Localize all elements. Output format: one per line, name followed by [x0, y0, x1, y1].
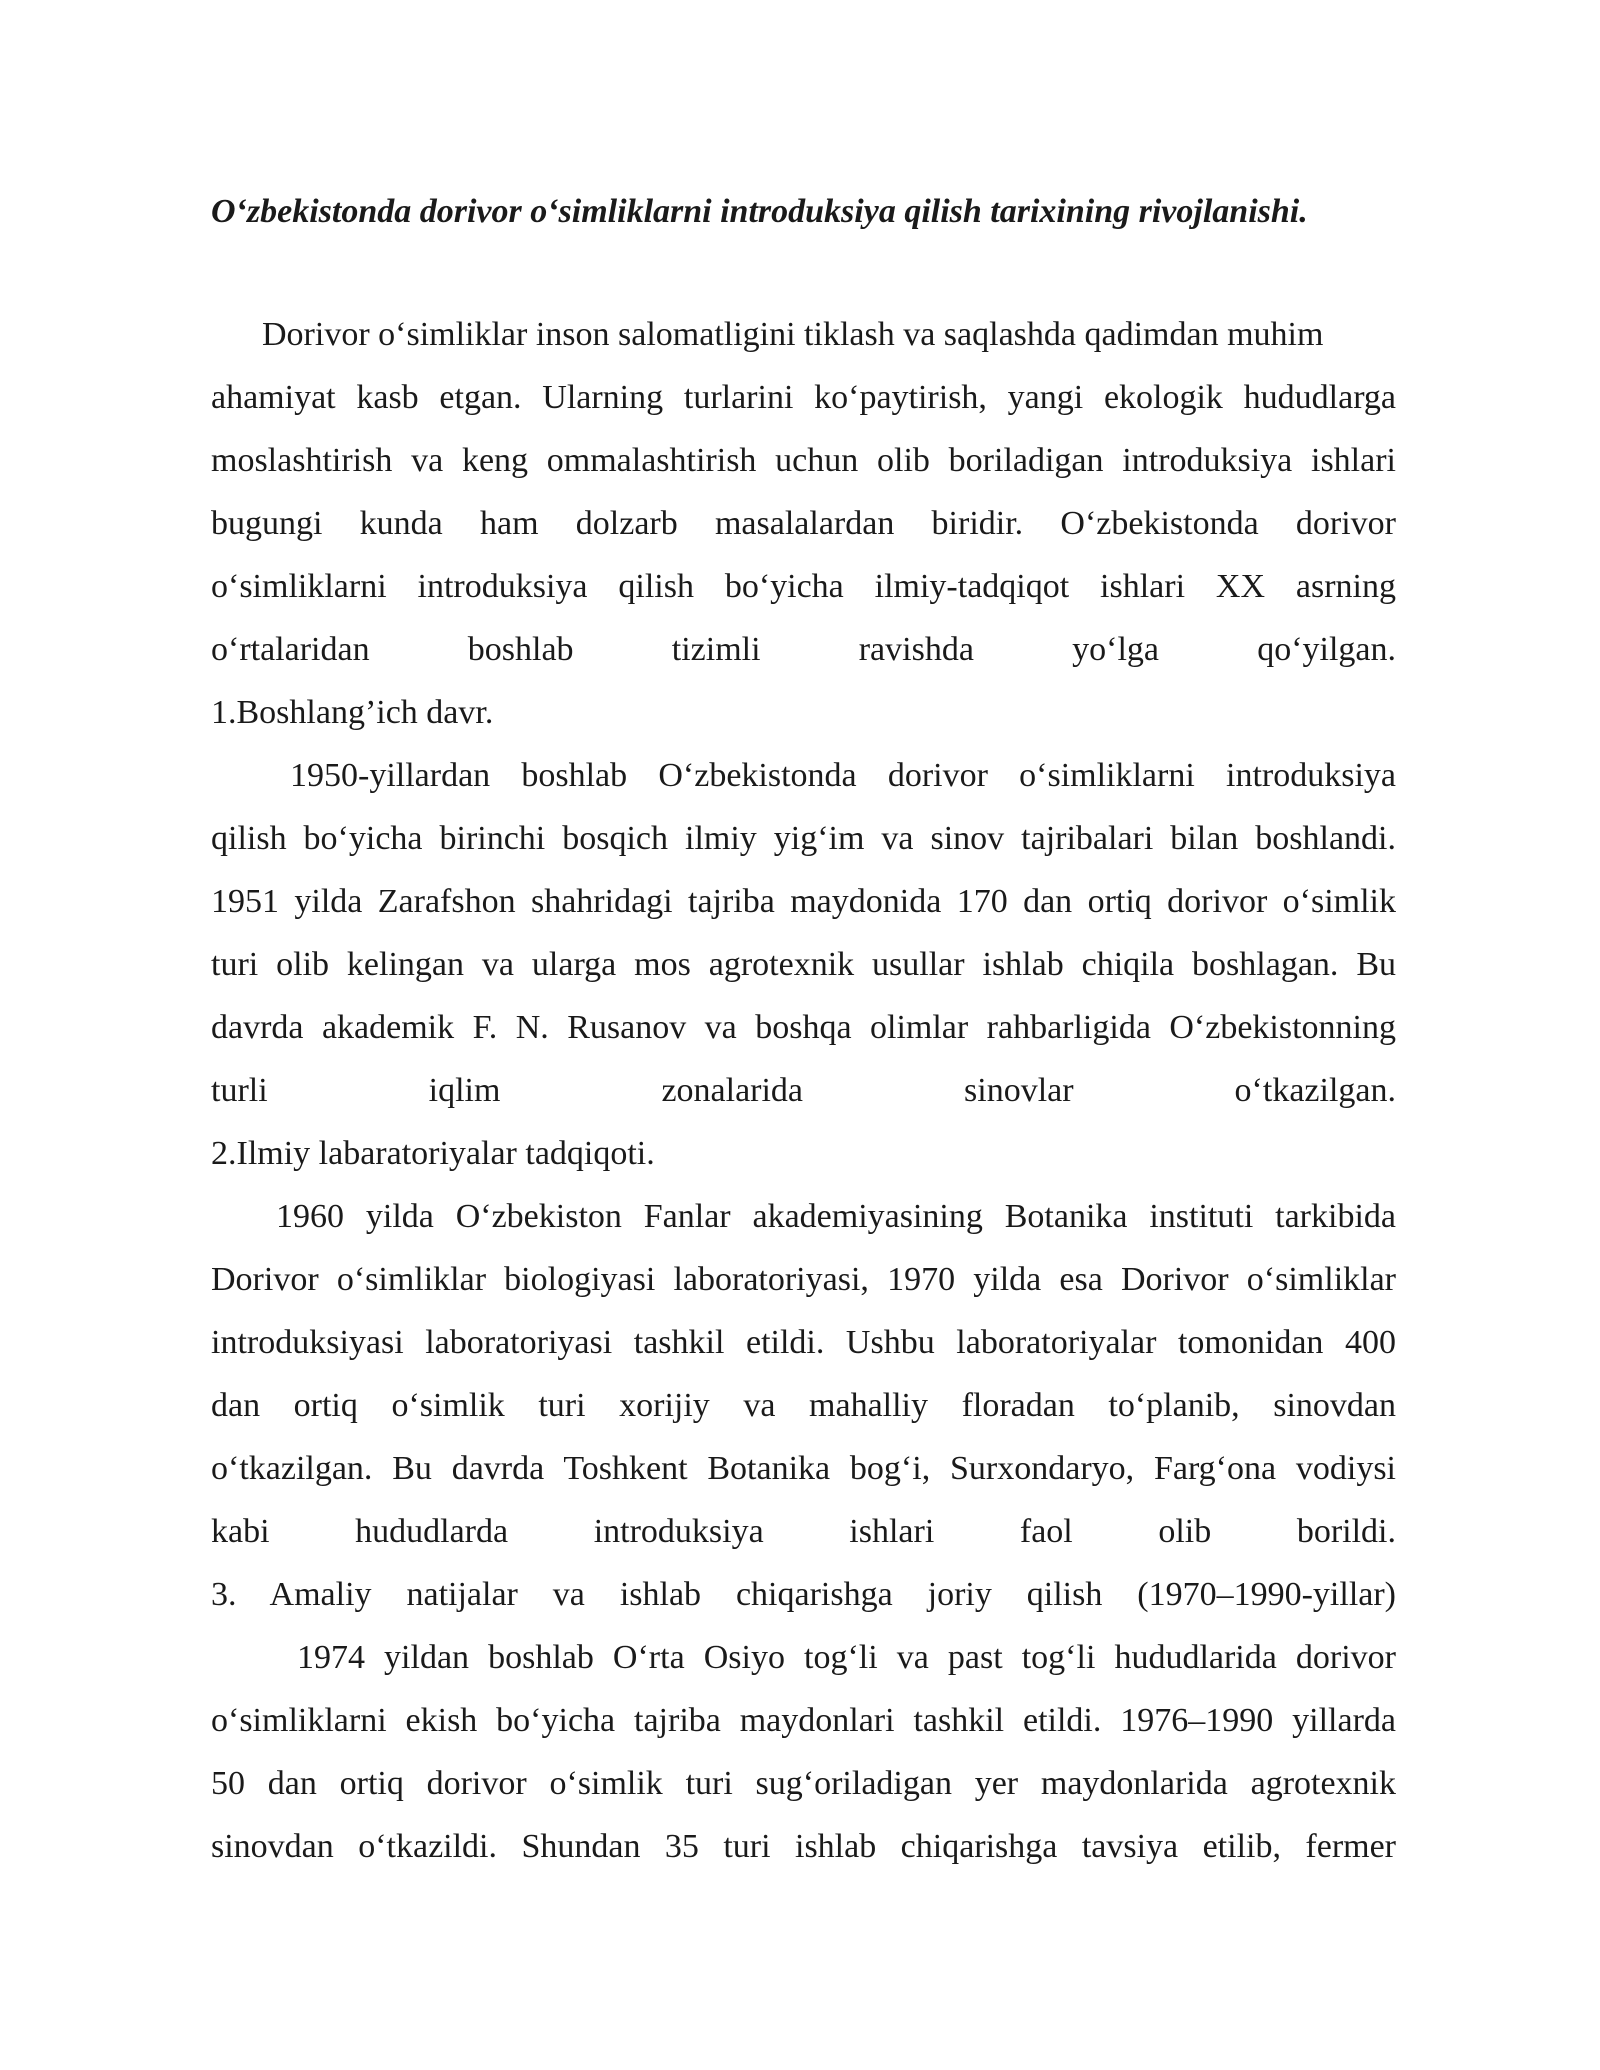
text-line: Dorivor o‘simliklar inson salomatligini tiklash va saqlashda qadimdan muhim [262, 316, 1324, 353]
text-line: o‘simliklarni ekish bo‘yicha tajriba maydonlari tashkil etildi. 1976–1990 yillarda [211, 1702, 1396, 1739]
text-line: 1951 yilda Zarafshon shahridagi tajriba maydonida 170 dan ortiq dorivor o‘simlik [211, 883, 1396, 920]
text-line: sinovdan o‘tkazildi. Shundan 35 turi ishlab chiqarishga tavsiya etilib, fermer [211, 1828, 1396, 1865]
text-line: 1950-yillardan boshlab O‘zbekistonda dorivor o‘simliklarni introduksiya [290, 757, 1396, 794]
text-line: bugungi kunda ham dolzarb masalalardan biridir. O‘zbekistonda dorivor [211, 505, 1396, 542]
text-line: 50 dan ortiq dorivor o‘simlik turi sug‘oriladigan yer maydonlarida agrotexnik [211, 1765, 1396, 1802]
text-line: dan ortiq o‘simlik turi xorijiy va mahalliy floradan to‘planib, sinovdan [211, 1387, 1396, 1424]
text-line: kabi hududlarda introduksiya ishlari faol olib borildi. [211, 1513, 1396, 1550]
text-line: qilish bo‘yicha birinchi bosqich ilmiy yig‘im va sinov tajribalari bilan boshlandi. [211, 820, 1396, 857]
section-heading: 1.Boshlang’ich davr. [211, 694, 494, 731]
section-heading: 2.Ilmiy labaratoriyalar tadqiqoti. [211, 1135, 655, 1172]
text-line: 1974 yildan boshlab O‘rta Osiyo tog‘li va past tog‘li hududlarida dorivor [297, 1639, 1396, 1676]
text-line: o‘simliklarni introduksiya qilish bo‘yicha ilmiy-tadqiqot ishlari XX asrning [211, 568, 1396, 605]
text-line: turli iqlim zonalarida sinovlar o‘tkazilgan. [211, 1072, 1396, 1109]
text-line: introduksiyasi laboratoriyasi tashkil etildi. Ushbu laboratoriyalar tomonidan 400 [211, 1324, 1396, 1361]
text-line: turi olib kelingan va ularga mos agrotexnik usullar ishlab chiqila boshlagan. Bu [211, 946, 1396, 983]
text-line: ahamiyat kasb etgan. Ularning turlarini ko‘paytirish, yangi ekologik hududlarga [211, 379, 1396, 416]
text-line: davrda akademik F. N. Rusanov va boshqa olimlar rahbarligida O‘zbekistonning [211, 1009, 1396, 1046]
text-line: moslashtirish va keng ommalashtirish uchun olib boriladigan introduksiya ishlari [211, 442, 1396, 479]
text-line: Dorivor o‘simliklar biologiyasi laboratoriyasi, 1970 yilda esa Dorivor o‘simliklar [211, 1261, 1396, 1298]
text-line: 1960 yilda O‘zbekiston Fanlar akademiyasining Botanika instituti tarkibida [276, 1198, 1396, 1235]
text-line: o‘rtalaridan boshlab tizimli ravishda yo‘lga qo‘yilgan. [211, 631, 1396, 668]
section-heading: 3. Amaliy natijalar va ishlab chiqarishga joriy qilish (1970–1990-yillar) [211, 1576, 1396, 1613]
text-line: o‘tkazilgan. Bu davrda Toshkent Botanika bog‘i, Surxondaryo, Farg‘ona vodiysi [211, 1450, 1396, 1487]
document-title: O‘zbekistonda dorivor o‘simliklarni introduksiya qilish tarixining rivojlanishi. [211, 193, 1308, 230]
